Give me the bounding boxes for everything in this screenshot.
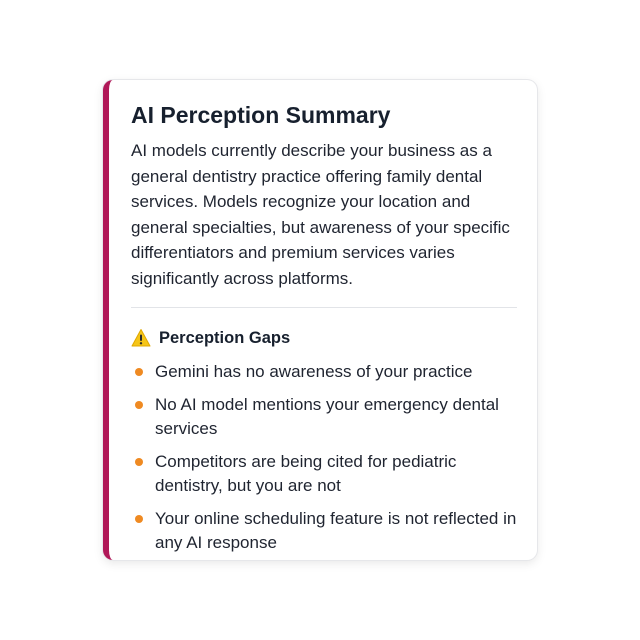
- card-title: AI Perception Summary: [131, 102, 391, 128]
- list-item: [131, 393, 517, 441]
- warning-icon: [131, 328, 151, 348]
- bullet-dot: [135, 401, 143, 409]
- divider: [131, 307, 517, 308]
- bullet-dot: [135, 368, 143, 376]
- perception-gaps-list: [131, 360, 517, 555]
- summary-text: AI models currently describe your business as a general dentistry practice offering family dental services. Models recognize your location and general specialties, but awareness of your specific differentiators and premium services varies significantly across platforms.: [131, 141, 510, 288]
- gap-text: Your online scheduling feature is not reflected in any AI response: [155, 509, 517, 552]
- list-item: [131, 507, 517, 555]
- perception-summary-card: [103, 80, 537, 560]
- bullet-dot: [135, 515, 143, 523]
- perception-gaps-title: Perception Gaps: [159, 328, 291, 347]
- perception-gaps-header: [131, 326, 517, 350]
- gap-text: Gemini has no awareness of your practice: [155, 362, 473, 381]
- list-item: [131, 450, 517, 498]
- list-item: [131, 360, 517, 384]
- bullet-dot: [135, 458, 143, 466]
- gap-text: No AI model mentions your emergency dental services: [155, 395, 499, 438]
- gap-text: Competitors are being cited for pediatric dentistry, but you are not: [155, 452, 457, 495]
